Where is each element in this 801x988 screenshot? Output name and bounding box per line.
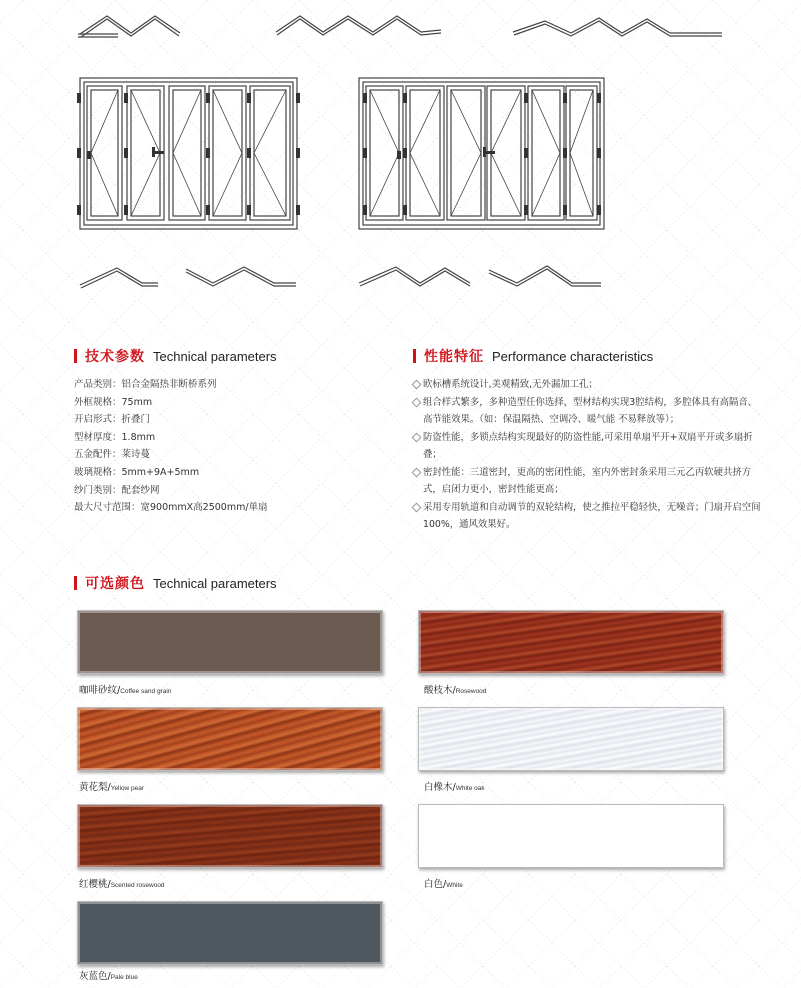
spec-row: 玻璃规格：5mm+9A+5mm bbox=[74, 466, 200, 478]
swatch-yellow-pear[interactable] bbox=[77, 707, 383, 771]
performance-item: 组合样式繁多，多种造型任你选择，型材结构实现3腔结构，多腔体具有高隔音、高节能效果。（如：保温隔热、空调冷、暖气能 不易释放等）； bbox=[413, 394, 763, 429]
plan-view-top-left bbox=[78, 16, 180, 37]
heading-cn: 技术参数 bbox=[85, 349, 145, 365]
spec-row: 最大尺寸范围：宽900mmX高2500mm/单扇 bbox=[74, 502, 268, 514]
performance-item: 欧标槽系统设计,美观精致,无外漏加工孔； bbox=[413, 376, 763, 394]
door-elevation-left bbox=[80, 78, 297, 229]
heading-accent-bar bbox=[74, 349, 77, 363]
swatch-coffee-sand-grain[interactable] bbox=[77, 610, 383, 674]
performance-item: 采用专用轨道和自动调节的双轮结构，使之推拉平稳轻快，无噪音；门扇开启空间100%，通风效果好。 bbox=[413, 499, 763, 534]
spec-row: 外框规格：75mm bbox=[74, 396, 153, 408]
spec-row: 产品类别：铝合金隔热非断桥系列 bbox=[74, 379, 217, 390]
heading-en: Performance characteristics bbox=[492, 348, 654, 364]
performance-heading bbox=[413, 346, 653, 366]
heading-cn: 性能特征 bbox=[424, 349, 484, 365]
swatch-label: 白橡木/White oak bbox=[424, 782, 485, 793]
technical-parameters-list bbox=[74, 376, 374, 517]
heading-accent-bar bbox=[413, 349, 416, 363]
folding-door-drawings bbox=[0, 0, 801, 300]
spec-row: 五金配件：莱诗蔓 bbox=[74, 449, 151, 461]
plan-view-bottom-left bbox=[80, 267, 296, 288]
performance-item: 密封性能：三道密封，更高的密闭性能，室内外密封条采用三元乙丙软硬共挤方式，启闭力更小，密封性能更高； bbox=[413, 464, 763, 499]
heading-en: Technical parameters bbox=[153, 348, 277, 364]
spec-row: 纱门类别：配套纱网 bbox=[74, 484, 160, 496]
plan-view-bottom-right bbox=[359, 266, 601, 286]
bullet-icon bbox=[412, 467, 422, 477]
swatch-white[interactable] bbox=[418, 804, 724, 868]
spec-row: 开启形式：折叠门 bbox=[74, 414, 151, 426]
heading-accent-bar bbox=[74, 576, 77, 590]
spec-row: 型材厚度：1.8mm bbox=[74, 431, 156, 443]
swatch-label: 灰蓝色/Pale blue bbox=[79, 971, 138, 982]
plan-view-top-right bbox=[513, 18, 722, 36]
bullet-icon bbox=[412, 397, 422, 407]
swatch-rosewood[interactable] bbox=[418, 610, 724, 674]
technical-parameters-heading bbox=[74, 346, 277, 366]
swatch-label: 红樱桃/Scented rosewood bbox=[79, 879, 165, 890]
swatch-scented-rosewood[interactable] bbox=[77, 804, 383, 868]
performance-list bbox=[413, 376, 763, 534]
swatch-label: 白色/White bbox=[424, 879, 463, 890]
heading-cn: 可选颜色 bbox=[85, 576, 145, 592]
swatch-pale-blue[interactable] bbox=[77, 901, 383, 965]
bullet-icon bbox=[412, 502, 422, 512]
plan-view-top-middle bbox=[276, 16, 441, 35]
door-elevation-right bbox=[359, 78, 604, 229]
swatch-label: 酸枝木/Rosewood bbox=[424, 685, 487, 696]
bullet-icon bbox=[412, 380, 422, 390]
colors-heading bbox=[74, 573, 277, 593]
bullet-icon bbox=[412, 432, 422, 442]
swatch-white-oak[interactable] bbox=[418, 707, 724, 771]
performance-item: 防盗性能，多锁点结构实现最好的防盗性能,可采用单扇平开+双扇平开或多扇折叠； bbox=[413, 429, 763, 464]
swatch-label: 咖啡砂纹/Coffee sand grain bbox=[79, 685, 172, 696]
heading-en: Technical parameters bbox=[153, 575, 277, 591]
swatch-label: 黄花梨/Yellow pear bbox=[79, 782, 145, 793]
